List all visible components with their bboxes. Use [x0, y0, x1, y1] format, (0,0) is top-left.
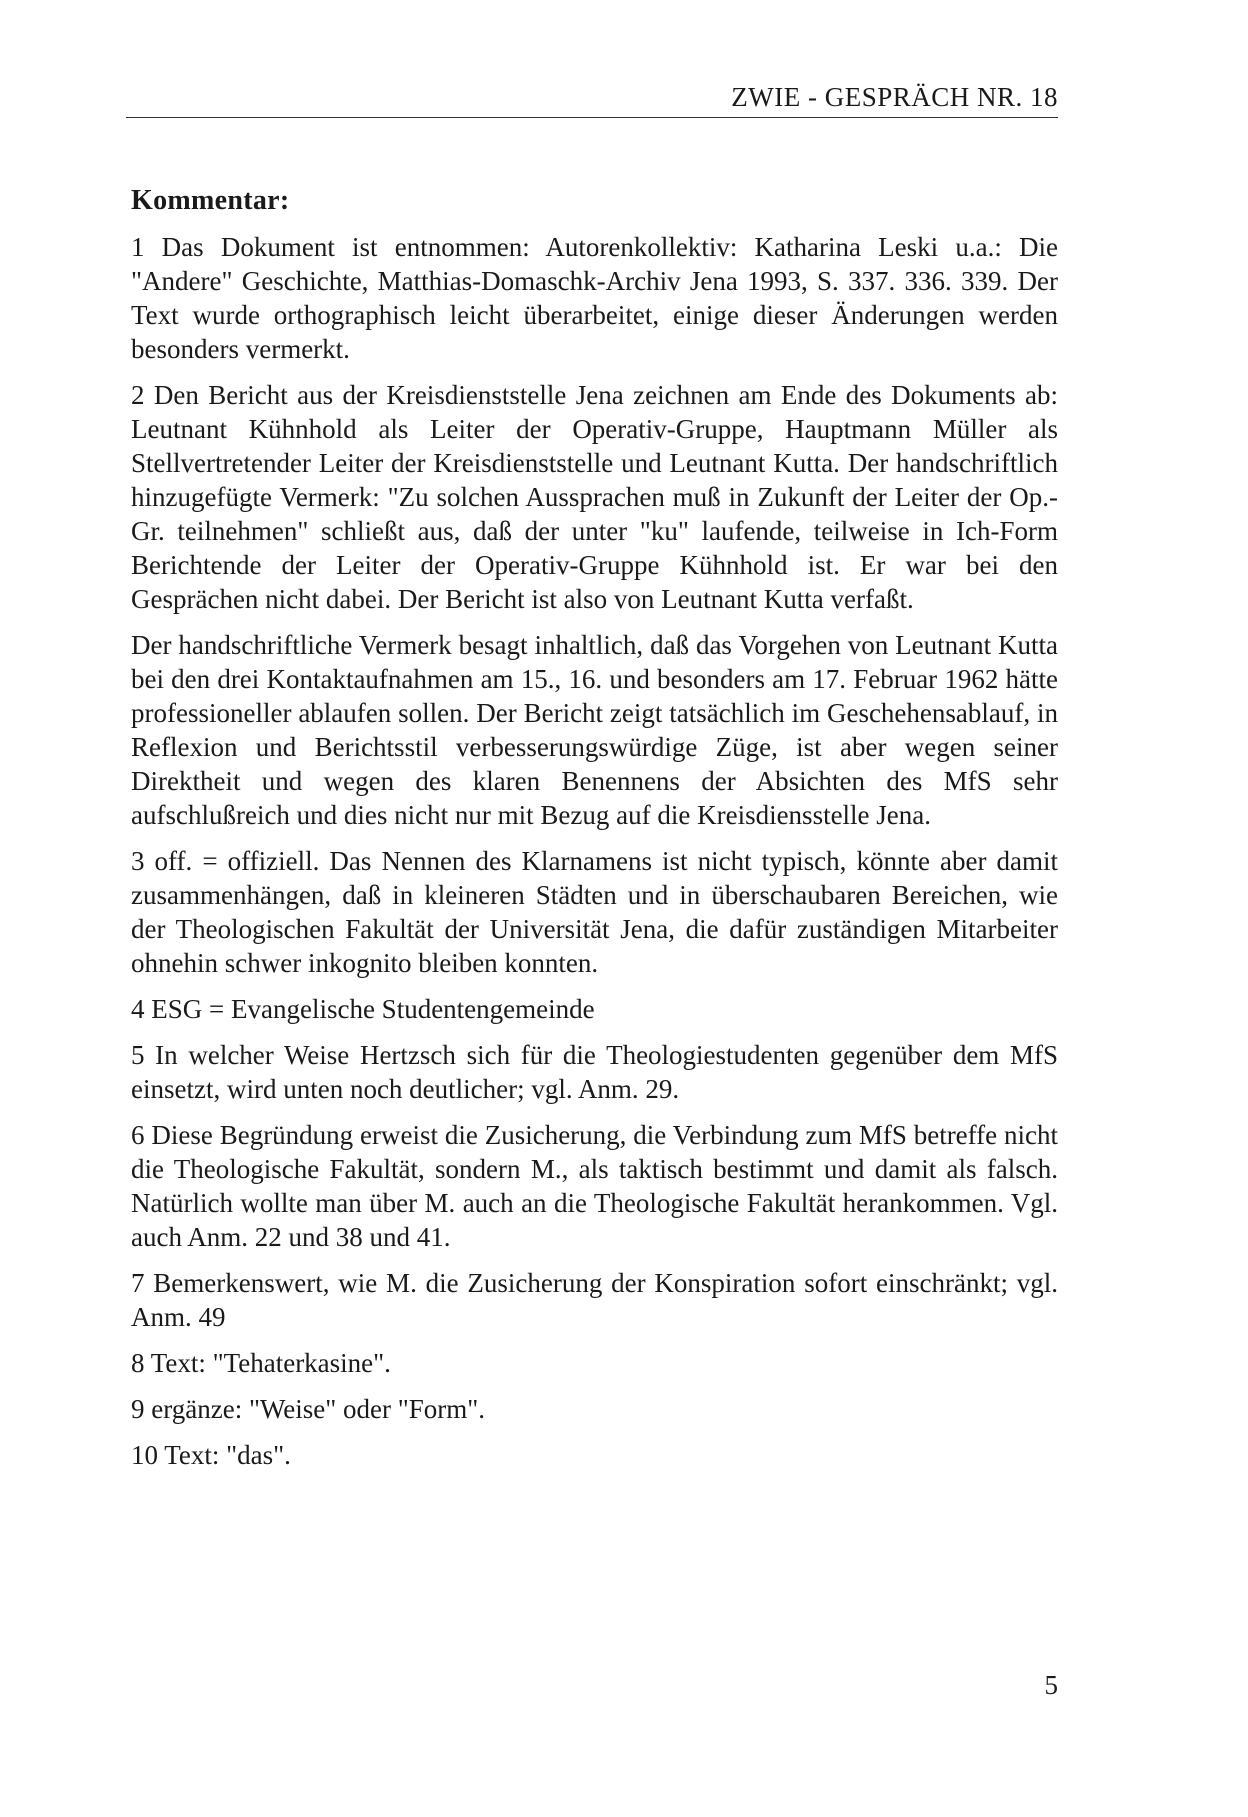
running-header: ZWIE - GESPRÄCH NR. 18 [731, 82, 1058, 112]
note-1: 1 Das Dokument ist entnommen: Autorenkollektiv: Katharina Leski u.a.: Die "Andere" Geschichte, Matthias-Domaschk-Archiv Jena 1993, S. 337. 336. 339. Der Text wurde orthographisch leicht überarbeitet, einige dieser Änderungen werden besonders vermerkt. [131, 232, 1058, 364]
notes-list [131, 230, 1058, 1484]
header-rule [126, 117, 1058, 118]
note-10: 10 Text: "das". [131, 1440, 291, 1470]
page-number: 5 [1044, 1670, 1058, 1700]
note-9: 9 ergänze: "Weise" oder "Form". [131, 1394, 486, 1424]
section-heading: Kommentar: [131, 185, 290, 216]
note-2-continuation: Der handschriftliche Vermerk besagt inhaltlich, daß das Vorgehen von Leutnant Kutta bei den drei Kontaktaufnahmen am 15., 16. und besonders am 17. Februar 1962 hätte professioneller ablaufen sollen. Der Bericht zeigt tatsächlich im Geschehensablauf, in Reflexion und Berichtsstil verbesserungswürdige Züge, ist aber wegen seiner Direktheit und wegen des klaren Benennens der Absichten des MfS sehr aufschlußreich und dies nicht nur mit Bezug auf die Kreisdiensstelle Jena. [131, 630, 1058, 830]
note-4: 4 ESG = Evangelische Studentengemeinde [131, 994, 595, 1024]
note-2: 2 Den Bericht aus der Kreisdienststelle Jena zeichnen am Ende des Dokuments ab: Leutnant Kühnhold als Leiter der Operativ-Gruppe, Hauptmann Müller als Stellvertretender Leiter der Kreisdienststelle und Leutnant Kutta. Der handschriftlich hinzugefügte Vermerk: "Zu solchen Aussprachen muß in Zukunft der Leiter der Op.-Gr. teilnehmen" schließt aus, daß der unter "ku" laufende, teilweise in Ich-Form Berichtende der Leiter der Operativ-Gruppe Kühnhold ist. Er war bei den Gesprächen nicht dabei. Der Bericht ist also von Leutnant Kutta verfaßt. [131, 380, 1058, 614]
note-5: 5 In welcher Weise Hertzsch sich für die Theologiestudenten gegenüber dem MfS einsetzt, wird unten noch deutlicher; vgl. Anm. 29. [131, 1040, 1058, 1104]
note-6: 6 Diese Begründung erweist die Zusicherung, die Verbindung zum MfS betreffe nicht die Theologische Fakultät, sondern M., als taktisch bestimmt und damit als falsch. Natürlich wollte man über M. auch an die Theologische Fakultät herankommen. Vgl. auch Anm. 22 und 38 und 41. [131, 1120, 1058, 1252]
note-3: 3 off. = offiziell. Das Nennen des Klarnamens ist nicht typisch, könnte aber damit zusammenhängen, daß in kleineren Städten und in überschaubaren Bereichen, wie der Theologischen Fakultät der Universität Jena, die dafür zuständigen Mitarbeiter ohnehin schwer inkognito bleiben konnten. [131, 846, 1058, 978]
note-7: 7 Bemerkenswert, wie M. die Zusicherung der Konspiration sofort einschränkt; vgl. Anm. 49 [131, 1268, 1058, 1332]
note-8: 8 Text: "Tehaterkasine". [131, 1348, 391, 1378]
